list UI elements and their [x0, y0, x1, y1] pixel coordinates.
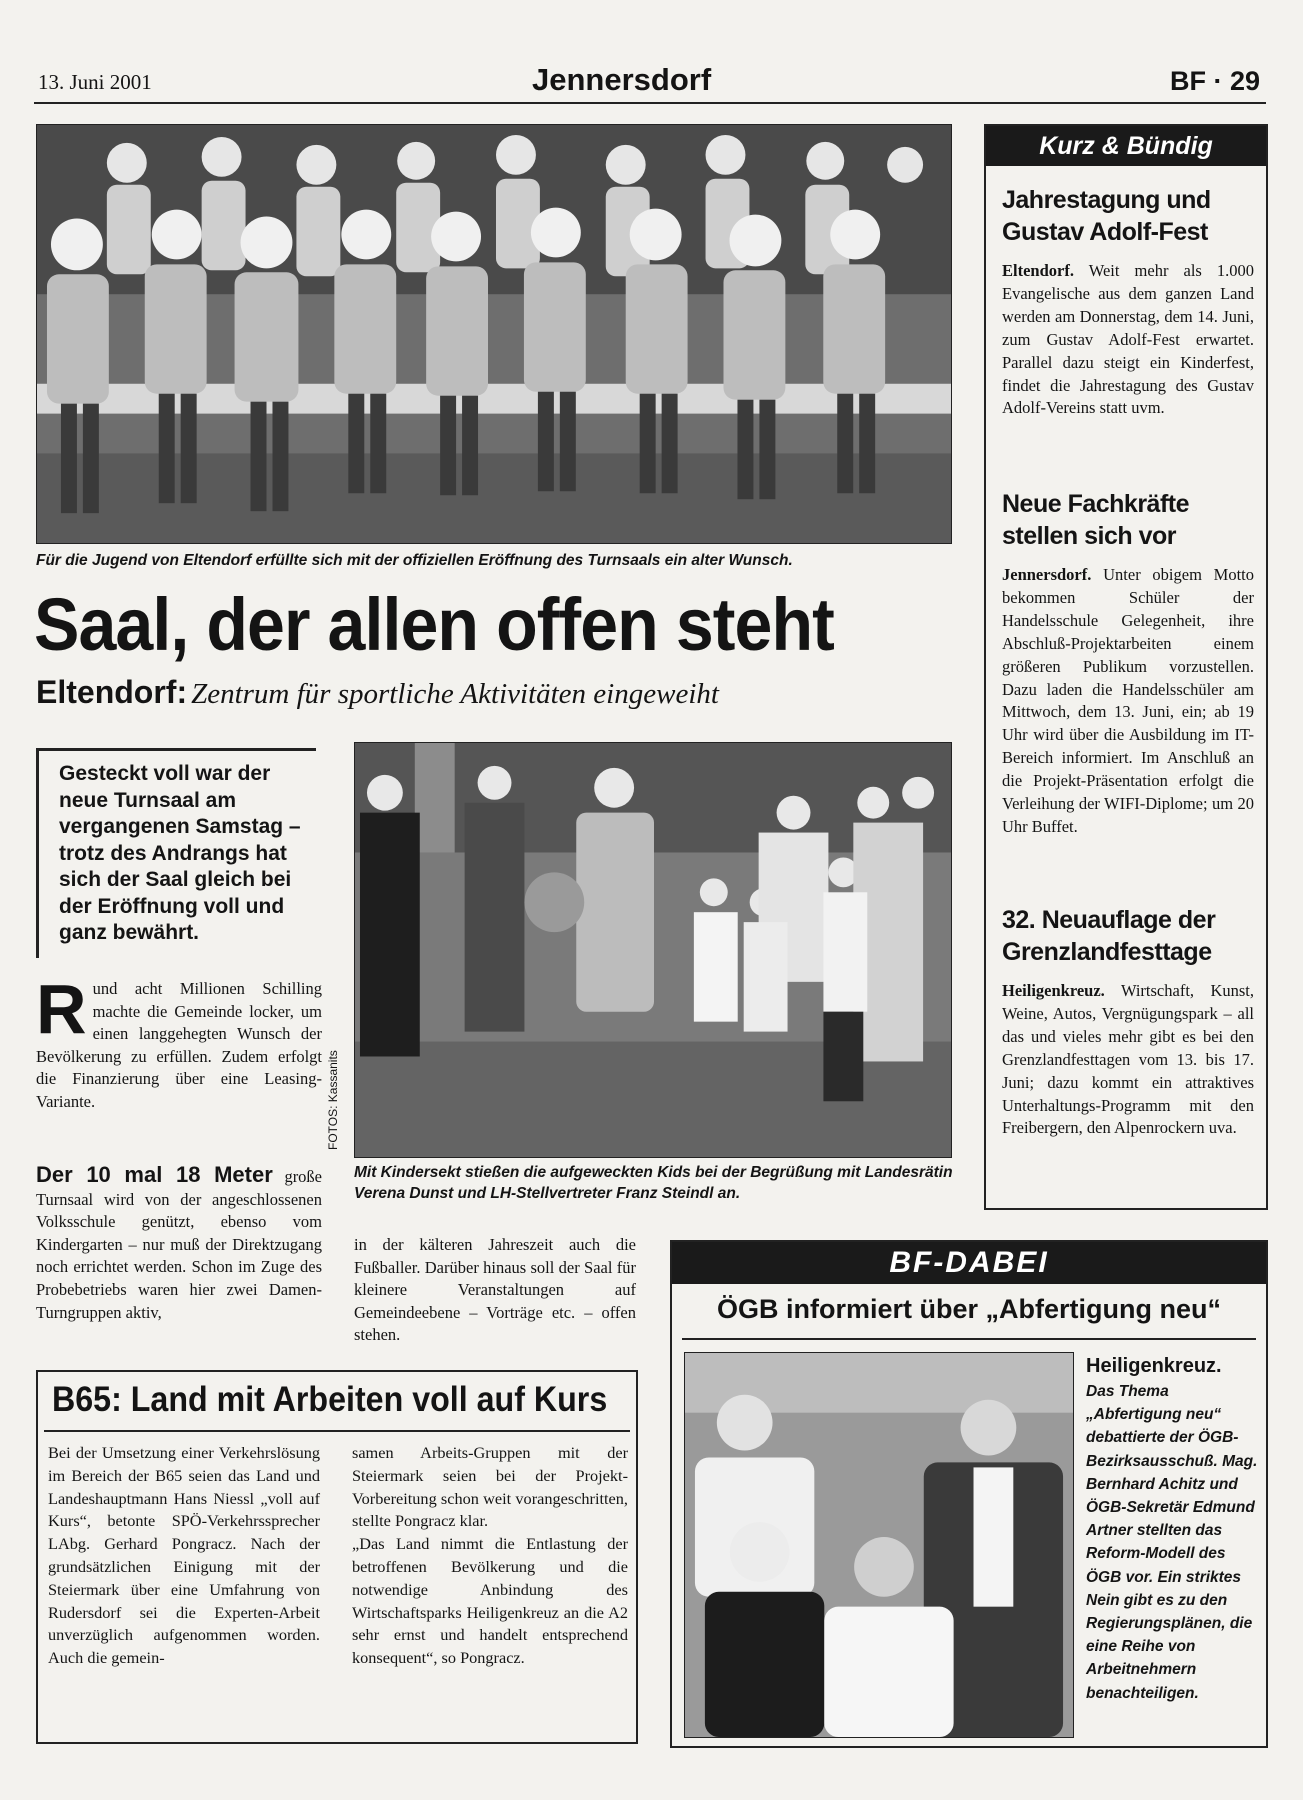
kicker — [36, 674, 719, 711]
kurz-item1-place: Eltendorf. — [1002, 261, 1074, 280]
dabei-place: Heiligenkreuz. — [1086, 1355, 1222, 1377]
b65-headline: B65: Land mit Arbeiten voll auf Kurs — [52, 1380, 608, 1419]
kicker-place: Eltendorf: — [36, 674, 188, 710]
dabei-headline: ÖGB informiert über „Abfertigung neu“ — [717, 1294, 1221, 1324]
oegb-photo — [684, 1352, 1074, 1738]
kurz-item3 — [1002, 980, 1254, 1140]
page-number: BF · 29 — [1169, 66, 1260, 96]
b65-col1: Bei der Umsetzung einer Verkehrslösung im Bereich der B65 seien das Land und Landeshauptmann Hans Niessl „voll auf Kurs“, betonte SPÖ-Verkehrssprecher LAbg. Gerhard Pongracz. Nach der grundsätzlichen Einigung mit der Steiermark über eine Umfahrung von Rudersdorf sei die Experten-Arbeit unverzüglich aufgenommen worden. Auch die gemein- — [48, 1443, 320, 1668]
article-lead: Gesteckt voll war der neue Turnsaal am vergangenen Samstag – trotz des Andrangs hat sich der Saal gleich bei der Eröffnung voll und ganz bewährt. — [36, 748, 316, 958]
article-para2 — [36, 1164, 322, 1324]
reception-photo-image — [355, 743, 951, 1157]
kurz-item3-head: 32. Neuauflage der Grenzlandfesttage — [1002, 906, 1216, 966]
reception-photo-caption: Mit Kindersekt stießen die aufgeweckten Kids bei der Begrüßung mit Landesrätin Verena Dunst und LH-Stellvertreter Franz Steindl an. — [354, 1164, 953, 1202]
dabei-body: Das Thema „Abfertigung neu“ debattierte der ÖGB-Bezirksausschuß. Mag. Bernhard Achitz und ÖGB-Sekretär Edmund Artner stellten das Reform-Modell des ÖGB vor. Ein striktes Nein gibt es zu den Regierungsplänen, die eine Reihe von Arbeitnehmern benachteiligen. — [1086, 1383, 1258, 1702]
article-para2-text: große Turnsaal wird von der angeschlossenen Volksschule genützt, ebenso vom Kindergarten – nur muß der Direktzugang noch errichtet werden. Schon im Zuge des Probebetriebs waren hier zwei Damen-Turngruppen aktiv, — [36, 1167, 323, 1322]
main-headline: Saal, der allen offen steht — [34, 583, 834, 666]
kurz-item3-text: Wirtschaft, Kunst, Weine, Autos, Vergnügungspark – all das und vieles mehr gibt es bei den Grenzlandfesttagen vom 13. bis 17. Juni; dazu kommt ein attraktives Unterhaltungs-Programm mit den Freibergern, den Alpenrockern uva. — [1002, 981, 1254, 1138]
article-para2-lead: Der 10 mal 18 Meter — [36, 1162, 273, 1187]
article-para1 — [36, 970, 322, 1114]
kurz-item1-head: Jahrestagung und Gustav Adolf-Fest — [1002, 186, 1211, 246]
kurz-bar: Kurz & Bündig — [986, 126, 1266, 166]
dabei-divider — [682, 1338, 1256, 1340]
children-photo — [36, 124, 952, 544]
kurz-item2-place: Jennersdorf. — [1002, 565, 1092, 584]
reception-photo — [354, 742, 952, 1158]
kurz-item1-text: Weit mehr als 1.000 Evangelische aus dem ganzen Land werden am Donnerstag, dem 14. Juni, zum Gustav Adolf-Fest erwartet. Parallel dazu steigt ein Kinderfest, findet die Jahrestagung des Gustav Adolf-Vereins statt uvm. — [1002, 261, 1254, 418]
dabei-bar: BF-DABEI — [672, 1242, 1266, 1284]
article-para3: in der kälteren Jahreszeit auch die Fußballer. Darüber hinaus soll der Saal für kleinere Veranstaltungen auf Gemeindeebene – Vorträge etc. – offen stehen. — [354, 1235, 636, 1345]
section-title: Jennersdorf — [532, 62, 712, 97]
b65-box — [36, 1370, 638, 1744]
kurz-item2-head: Neue Fachkräfte stellen sich vor — [1002, 490, 1190, 550]
kurz-item2 — [1002, 564, 1254, 839]
kurz-box — [984, 124, 1268, 1210]
oegb-photo-image — [685, 1353, 1073, 1737]
b65-divider — [44, 1430, 630, 1432]
kurz-item3-place: Heiligenkreuz. — [1002, 981, 1105, 1000]
photo-credit: FOTOS: Kassanits — [326, 1050, 340, 1150]
kicker-text: Zentrum für sportliche Aktivitäten eingeweiht — [191, 678, 719, 710]
dabei-text — [1086, 1354, 1262, 1705]
children-photo-caption: Für die Jugend von Eltendorf erfüllte sich mit der offiziellen Eröffnung des Turnsaals ein alter Wunsch. — [36, 552, 793, 569]
kurz-item1 — [1002, 260, 1254, 420]
dropcap: R — [36, 970, 87, 1048]
children-photo-image — [37, 125, 951, 543]
page-header — [34, 60, 1266, 104]
b65-col2: samen Arbeits-Gruppen mit der Steiermark seien bei der Projekt-Vorbereitung schon weit vorangeschritten, stellte Pongracz klar. „Das Land nimmt die Entlastung der betroffenen Bevölkerung und die notwendige Anbindung des Wirtschaftsparks Heiligenkreuz an die A2 sehr ernst und handelt entsprechend konsequent“, so Pongracz. — [352, 1443, 628, 1668]
dabei-box — [670, 1240, 1268, 1748]
issue-date: 13. Juni 2001 — [38, 70, 152, 94]
article-para1-text: und acht Millionen Schilling machte die Gemeinde locker, um einen langgehegten Wunsch der Bevölkerung zu erfüllen. Zudem erfolgt die Finanzierung über eine Leasing-Variante. — [36, 979, 322, 1111]
kurz-item2-text: Unter obigem Motto bekommen Schüler der Handelsschule Gelegenheit, ihre Abschluß-Projektarbeiten einem größeren Publikum vorzustellen. Dazu laden die Handelsschüler am Mittwoch, dem 13. Juni, ein; ab 19 Uhr wird über die Ausbildung im IT-Bereich informiert. Im Anschluß an die Projekt-Präsentation erfolgt die Verleihung der WIFI-Diplome; um 20 Uhr Buffet. — [1002, 565, 1255, 836]
